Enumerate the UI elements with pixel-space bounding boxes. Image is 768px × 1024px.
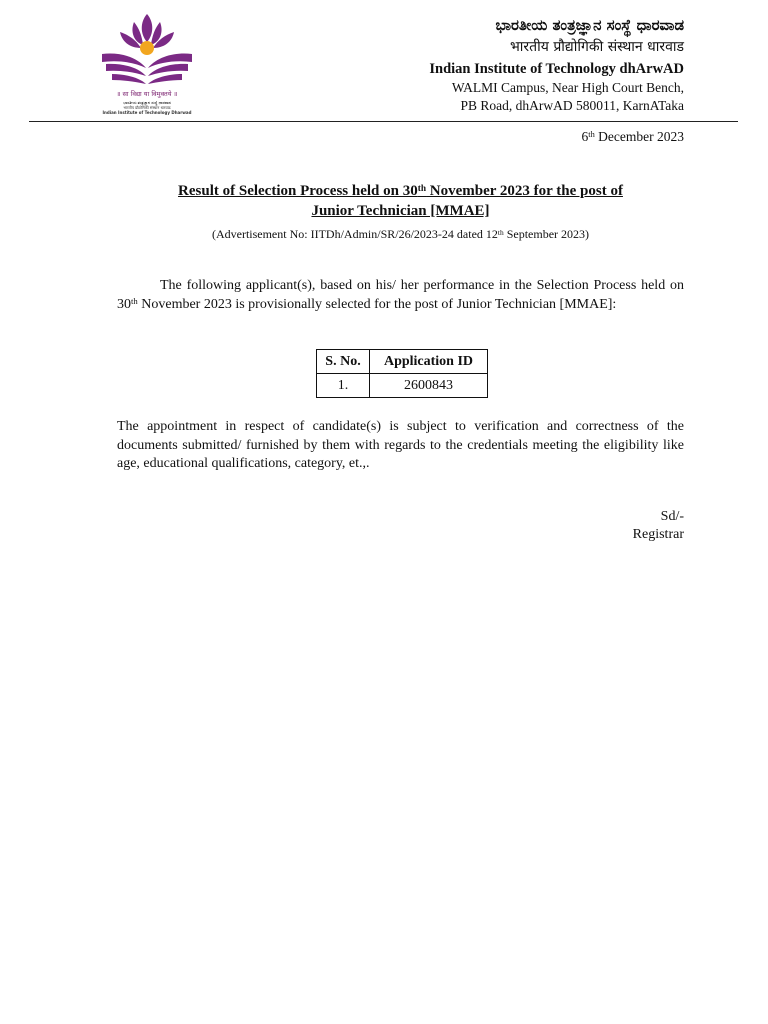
institute-name-hindi: भारतीय प्रौद्योगिकी संस्थान धारवाड xyxy=(509,39,684,55)
verification-paragraph: The appointment in respect of candidate(s) is subject to verification and correctness of the documents submitted/ furnished by them with regards to the credentials meeting the eligibility like age, educational qualifications, category, et.,. xyxy=(117,419,684,471)
date-month-year: December 2023 xyxy=(594,129,684,144)
letter-date xyxy=(582,129,684,145)
logo-motto: ॥ सा विद्या या विमुक्तये ॥ xyxy=(116,90,178,98)
address-line-2: PB Road, dhArwAD 580011, KarnATaka xyxy=(460,98,684,113)
advt-superscript: th xyxy=(497,227,504,237)
title-text-after: November 2023 for the post of xyxy=(426,183,623,199)
advt-text-after: September 2023) xyxy=(503,227,590,241)
advt-text-before: (Advertisement No: IITDh/Admin/SR/26/2023-24 dated 12 xyxy=(211,227,498,241)
signature-block xyxy=(633,508,684,544)
logo-subtitle-english: Indian Institute of Technology Dharwad xyxy=(102,110,192,115)
signatory-title: Registrar xyxy=(632,527,684,542)
table-header-row xyxy=(317,350,488,374)
lotus-book-emblem-icon xyxy=(96,12,198,92)
institute-name-kannada: ಭಾರತೀಯ ತಂತ್ರಜ್ಞಾನ ಸಂಸ್ಥೆ ಧಾರವಾಡ xyxy=(495,16,684,34)
para1-text-before: The following applicant(s), based on his/ her performance in the Selection Process held on 30 xyxy=(117,278,684,312)
letterhead xyxy=(429,15,684,115)
date-day: 6 xyxy=(581,129,589,144)
document-title-line-1 xyxy=(117,182,684,201)
document-title-line-2: Junior Technician [MMAE] xyxy=(311,203,490,219)
logo-subtitle-hindi: भारतीय प्रौद्योगिकी संस्थान धारवाड xyxy=(123,105,171,110)
address-line-1: WALMI Campus, Near High Court Bench, xyxy=(451,80,684,95)
selected-candidates-table xyxy=(316,349,488,398)
para1-superscript: th xyxy=(131,295,138,306)
column-header-application-id: Application ID xyxy=(370,350,488,374)
title-text-before: Result of Selection Process held on 30 xyxy=(178,183,418,199)
institute-logo xyxy=(96,12,198,120)
selection-paragraph xyxy=(117,277,684,314)
date-suffix: th xyxy=(588,130,595,140)
signature-mark: Sd/- xyxy=(660,509,684,524)
serial-cell: 1. xyxy=(317,374,370,398)
logo-subtitle-kannada: ಭಾರತೀಯ ತಂತ್ರಜ್ಞಾನ ಸಂಸ್ಥೆ ಧಾರವಾಡ xyxy=(123,100,171,105)
application-id-cell: 2600843 xyxy=(370,374,488,398)
table-row xyxy=(317,374,488,398)
column-header-serial: S. No. xyxy=(317,350,370,374)
advertisement-reference xyxy=(117,227,684,242)
header-divider xyxy=(29,121,738,122)
title-superscript: th xyxy=(417,183,427,194)
institute-name-english: Indian Institute of Technology dhArwAD xyxy=(429,61,684,77)
para1-text-after: November 2023 is provisionally selected for the post of Junior Technician [MMAE]: xyxy=(137,296,617,312)
